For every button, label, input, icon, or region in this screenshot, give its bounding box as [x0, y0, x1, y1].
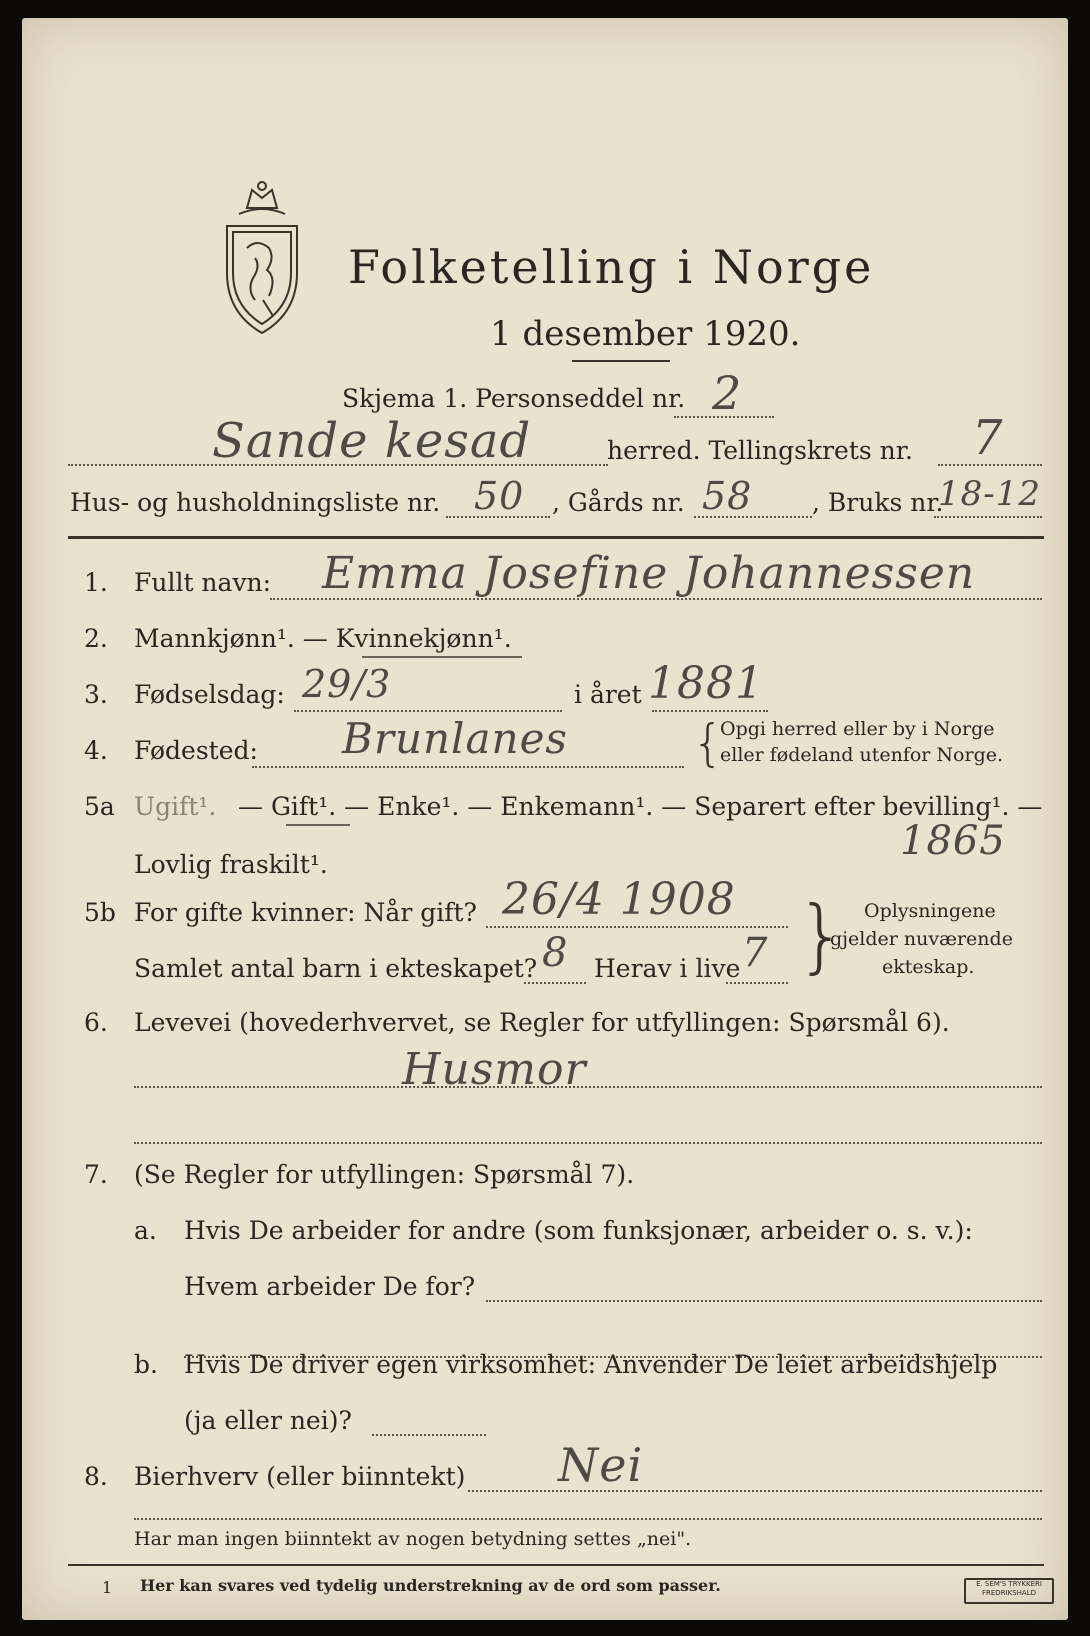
marriage-note-line2: gjelder nuværende — [830, 928, 1013, 950]
q3-number: 3. — [84, 680, 108, 709]
marriage-date-line — [486, 926, 788, 928]
birth-year-line — [652, 710, 768, 712]
stamp-line1: E. SEM'S TRYKKERI — [976, 1580, 1042, 1588]
skjema-label: Skjema 1. Personseddel nr. — [342, 384, 686, 413]
q7a-label: Hvis De arbeider for andre (som funksjonær, arbeider o. s. v.): — [184, 1216, 973, 1245]
children-alive-value[interactable]: 7 — [742, 930, 769, 976]
children-total-line — [524, 982, 586, 984]
header-separator — [68, 536, 1044, 539]
q4-number: 4. — [84, 736, 108, 765]
footnote-mark: 1 — [102, 1578, 113, 1597]
q6-number: 6. — [84, 1008, 108, 1037]
side-income-label: Bierhverv (eller biinntekt) — [134, 1462, 466, 1491]
marriage-note-line1: Oplysningene — [864, 900, 996, 922]
bruks-label: , Bruks nr. — [812, 488, 944, 517]
birthday-label: Fødselsdag: — [134, 680, 285, 709]
birthplace-note-brace: { — [692, 714, 724, 772]
children-total-label: Samlet antal barn i ekteskapet? — [134, 954, 538, 983]
occupation-value[interactable]: Husmor — [402, 1044, 587, 1095]
gards-nr[interactable]: 58 — [702, 474, 753, 518]
bruks-nr-line — [934, 516, 1042, 518]
side-income-line-2 — [134, 1518, 1042, 1520]
side-income-line — [468, 1490, 1042, 1492]
bruks-nr[interactable]: 18-12 — [938, 474, 1042, 514]
birthplace-note-line2: eller fødeland utenfor Norge. — [720, 744, 1004, 766]
marital-status-options[interactable]: — Gift¹. — Enke¹. — Enkemann¹. — Separert efter bevilling¹. — — [238, 792, 1043, 821]
children-alive-label: Herav i live — [594, 954, 741, 983]
footer-separator — [68, 1564, 1044, 1566]
form-date: 1 desember 1920. — [490, 314, 801, 354]
q1-number: 1. — [84, 568, 108, 597]
gift-underline — [286, 824, 350, 826]
full-name-label: Fullt navn: — [134, 568, 272, 597]
children-alive-line — [726, 982, 788, 984]
q7-label: (Se Regler for utfyllingen: Spørsmål 7). — [134, 1160, 635, 1189]
marriage-note-line3: ekteskap. — [882, 956, 975, 978]
marriage-date-value[interactable]: 26/4 1908 — [502, 874, 736, 925]
q7a-letter: a. — [134, 1216, 157, 1245]
form-title: Folketelling i Norge — [348, 240, 875, 294]
margin-note: 1865 — [900, 818, 1006, 864]
occupation-line-2 — [134, 1142, 1042, 1144]
employer-line[interactable] — [486, 1300, 1042, 1302]
birthplace-label: Fødested: — [134, 736, 258, 765]
norwegian-lion-crest-icon — [217, 178, 307, 343]
birth-year-label: i året — [574, 680, 642, 709]
hired-help-label: (ja eller nei)? — [184, 1406, 352, 1435]
q5b-number: 5b — [84, 898, 116, 927]
marriage-date-label: For gifte kvinner: Når gift? — [134, 898, 477, 927]
q7b-letter: b. — [134, 1350, 158, 1379]
children-total-value[interactable]: 8 — [542, 930, 569, 976]
employer-label: Hvem arbeider De for? — [184, 1272, 476, 1301]
birthplace-line — [252, 766, 684, 768]
husholdning-label: Hus- og husholdningsliste nr. — [70, 488, 441, 517]
hired-help-line[interactable] — [372, 1434, 486, 1436]
q5a-number: 5a — [84, 792, 115, 821]
birthday-value[interactable]: 29/3 — [302, 662, 392, 706]
census-form-sheet — [22, 18, 1068, 1620]
liste-nr[interactable]: 50 — [474, 474, 525, 518]
q8-number: 8. — [84, 1462, 108, 1491]
full-name-value[interactable]: Emma Josefine Johannessen — [322, 548, 976, 599]
lovlig-fraskilt-option[interactable]: Lovlig fraskilt¹. — [134, 850, 328, 879]
ugift-option[interactable]: Ugift¹. — [134, 792, 217, 821]
printer-stamp — [964, 1578, 1054, 1604]
tellingskrets-nr[interactable]: 7 — [972, 410, 1004, 466]
marriage-note-brace: } — [796, 889, 847, 982]
side-income-value[interactable]: Nei — [558, 1438, 644, 1492]
birth-year-value[interactable]: 1881 — [648, 658, 764, 709]
kvinnekjonn-underline — [362, 656, 522, 658]
occupation-line-1 — [134, 1086, 1042, 1088]
birthday-line — [294, 710, 562, 712]
stamp-line2: FREDRIKSHALD — [981, 1589, 1036, 1597]
herred-name[interactable]: Sande kesad — [212, 413, 532, 469]
footer-note: Har man ingen biinntekt av nogen betydning settes „nei". — [134, 1528, 692, 1550]
q2-number: 2. — [84, 624, 108, 653]
occupation-label: Levevei (hovederhvervet, se Regler for utfyllingen: Spørsmål 6). — [134, 1008, 950, 1037]
gards-label: , Gårds nr. — [552, 488, 685, 517]
q7b-label: Hvis De driver egen virksomhet: Anvender De leiet arbeidshjelp — [184, 1350, 998, 1379]
birthplace-value[interactable]: Brunlanes — [342, 714, 568, 763]
q7-number: 7. — [84, 1160, 108, 1189]
birthplace-note-line1: Opgi herred eller by i Norge — [720, 718, 995, 740]
herred-label: herred. Tellingskrets nr. — [607, 436, 913, 465]
title-underline — [572, 360, 670, 362]
personseddel-nr[interactable]: 2 — [712, 366, 743, 420]
footnote: Her kan svares ved tydelig understrekning av de ord som passer. — [140, 1576, 721, 1595]
sex-options[interactable]: Mannkjønn¹. — Kvinnekjønn¹. — [134, 624, 512, 653]
